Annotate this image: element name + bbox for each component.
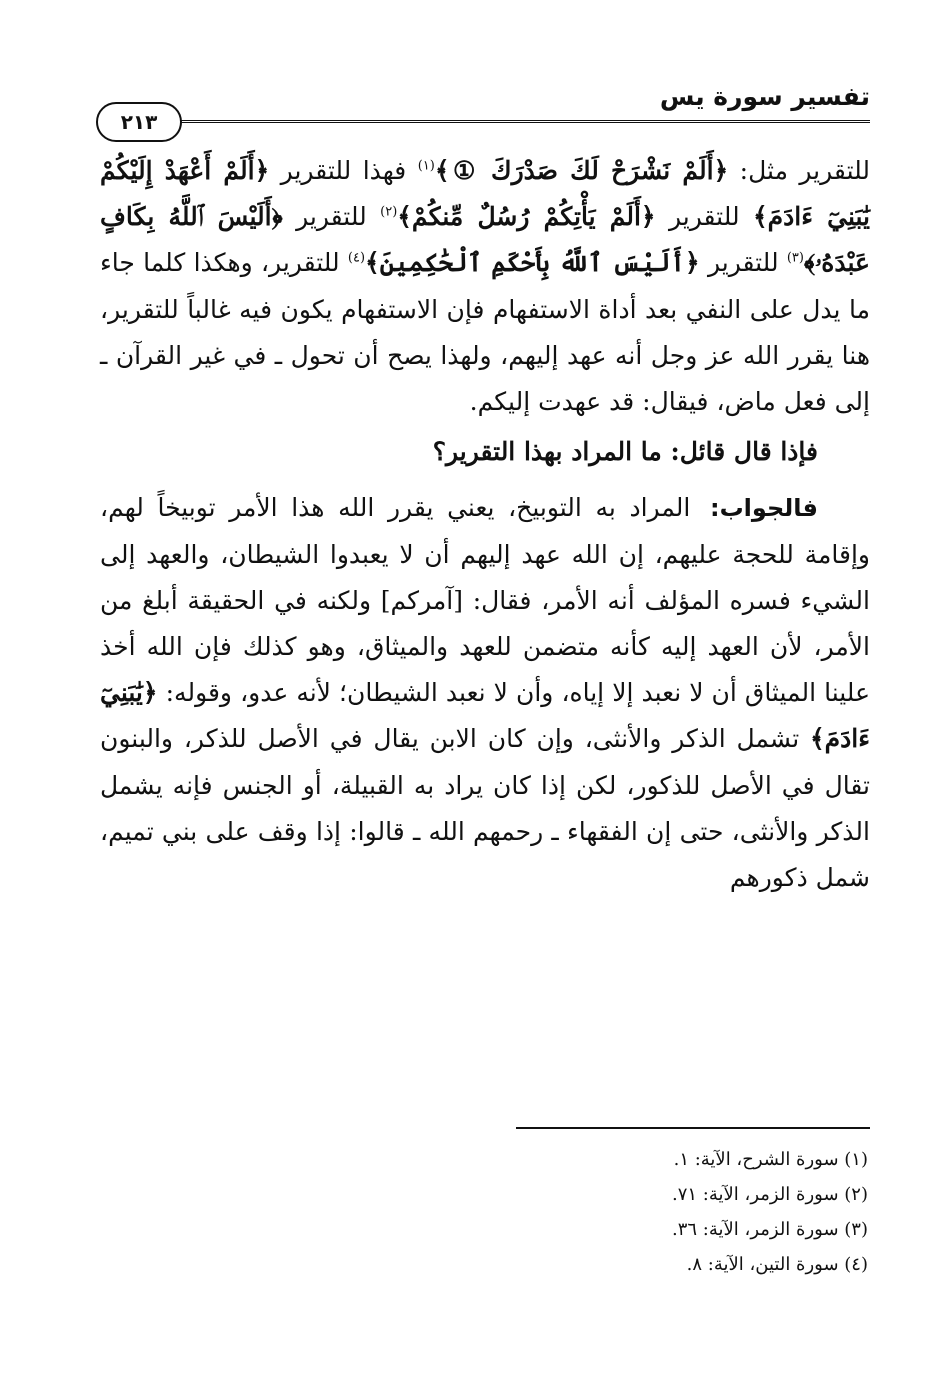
quran-verse: ﴿أَلَمْ نَشْرَحْ لَكَ صَدْرَكَ ①﴾ — [434, 156, 729, 185]
header-rule — [172, 120, 870, 123]
running-title: تفسير سورة يس — [659, 82, 870, 111]
answer-lead: فالجواب: — [709, 494, 818, 523]
footnotes — [508, 1142, 868, 1282]
question-paragraph: فإذا قال قائل: ما المراد بهذا التقرير؟ — [432, 437, 818, 467]
footnote-ref: (٣) — [786, 251, 804, 267]
footnote-ref: (١) — [417, 158, 435, 174]
text-segment: للتقرير مثل: — [739, 156, 871, 185]
footnote-ref: (٤) — [347, 251, 366, 267]
paragraph-interrogative-affirmation — [100, 148, 870, 425]
text-segment: تشمل الذكر والأنثى، وإن كان الابن يقال في الأصل للذكر، والبنون تقال في الأصل للذكور، لكن إذا كان يراد به القبيلة، أو الجنس فإنه يشمل الذكر والأنثى، حتى إن الفقهاء ـ رحمهم الله ـ قالوا: إذا وقف على بني تميم، شمل ذكورهم — [100, 724, 870, 893]
quran-verse: ﴿أَلَيْسَ ٱللَّهُ بِكَافٍ عَبْدَهُۥ﴾ — [100, 202, 870, 278]
footnote-ref: (٢) — [380, 204, 398, 220]
footnote: (٣) سورة الزمر، الآية: ٣٦. — [672, 1219, 868, 1240]
text-segment: للتقرير — [296, 202, 367, 232]
quran-verse: ﴿أَلَمْ أَعْهَدْ إِلَيْكُمْ يَٰبَنِيٓ ءَادَمَ﴾ — [100, 156, 871, 232]
quran-verse: ﴿أَلَيْسَ ٱللَّهُ بِأَحْكَمِ ٱلْحَٰكِمِينَ﴾ — [365, 248, 700, 278]
text-segment: المراد به التوبيخ، يعني يقرر الله هذا الأمر توبيخاً لهم، وإقامة للحجة عليهم، إن الله عهد إليهم أن لا يعبدوا الشيطان، والعهد إلى الشيء فسره المؤلف أنه الأمر، فقال: [آمركم] ولكنه في الحقيقة أبلغ من الأمر، لأن العهد إليه كأنه متضمن للعهد والميثاق، وهو كذلك فإن الله أخذ علينا الميثاق أن لا نعبد إلا إياه، وأن لا نعبد الشيطان؛ لأنه عدو، وقوله: — [100, 493, 870, 708]
footnote-separator — [516, 1127, 870, 1129]
footnote: (٤) سورة التين، الآية: ٨. — [686, 1254, 868, 1275]
text-segment: للتقرير — [707, 248, 779, 278]
text-segment: للتقرير — [668, 202, 740, 232]
page-header — [92, 82, 870, 134]
answer-paragraph — [100, 485, 870, 901]
page-number: ٢١٣ — [96, 102, 182, 142]
body-text — [100, 148, 870, 901]
text-segment: فهذا للتقرير — [280, 156, 407, 185]
quran-verse: ﴿أَلَمْ يَأْتِكُمْ رُسُلٌ مِّنكُمْ﴾ — [397, 202, 656, 232]
quran-verse: ﴿يَٰبَنِيٓ ءَادَمَ﴾ — [100, 678, 870, 754]
footnote: (٢) سورة الزمر، الآية: ٧١. — [672, 1184, 868, 1205]
text-segment: للتقرير، وهكذا كلما جاء ما يدل على النفي بعد أداة الاستفهام فإن الاستفهام يكون فيه غالباً للتقرير، هنا يقرر الله عز وجل أنه عهد إليهم، ولهذا يصح أن تحول ـ في غير القرآن ـ إلى فعل ماض، فيقال: قد عهدت إليكم. — [100, 248, 870, 417]
footnote: (١) سورة الشرح، الآية: ١. — [673, 1149, 868, 1170]
